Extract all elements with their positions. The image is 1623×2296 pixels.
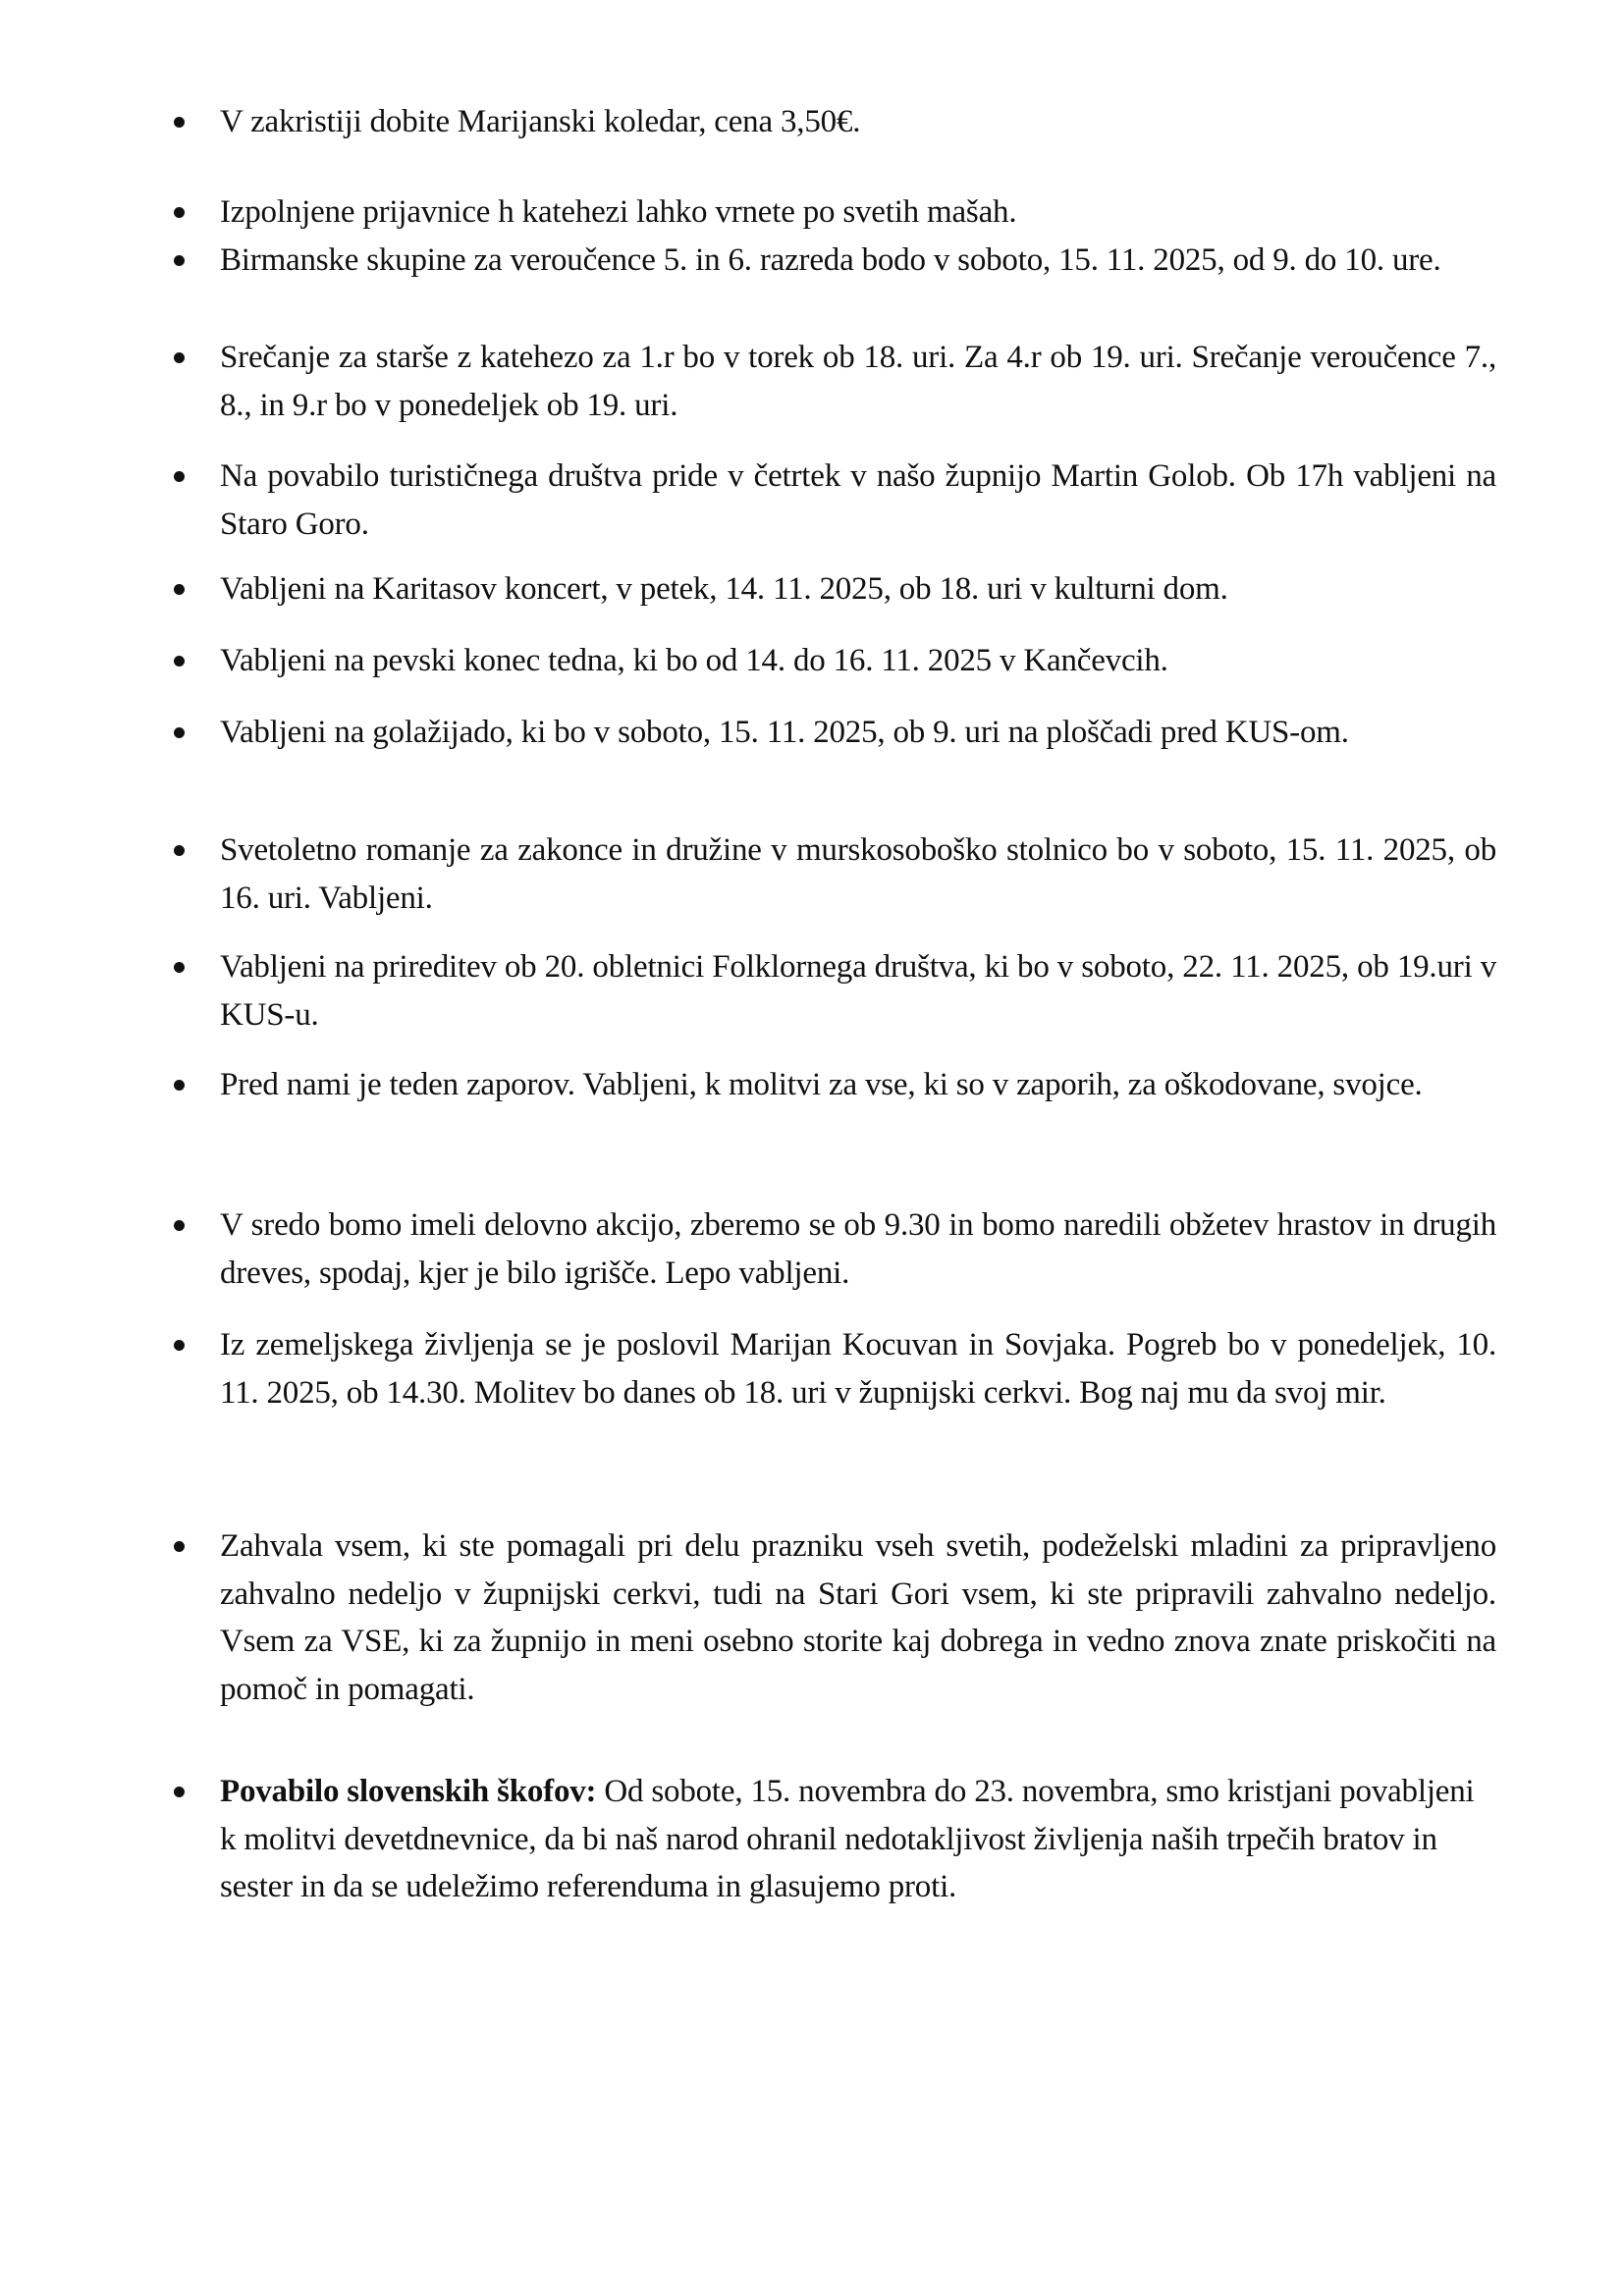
bullet-icon xyxy=(174,962,185,973)
bullet-icon xyxy=(174,1080,185,1091)
announcement-text: Pred nami je teden zaporov. Vabljeni, k molitvi za vse, ki so v zaporih, za oškodovane, svojce. xyxy=(220,1067,1423,1102)
announcement-item xyxy=(220,709,1496,757)
bullet-icon xyxy=(174,471,185,482)
announcement-text: Vabljeni na golažijado, ki bo v soboto, 15. 11. 2025, ob 9. uri na ploščadi pred KUS-om. xyxy=(220,715,1349,750)
announcement-text: Vabljeni na Karitasov koncert, v petek, 14. 11. 2025, ob 18. uri v kulturni dom. xyxy=(220,571,1228,607)
announcement-item xyxy=(220,188,1496,237)
announcement-item xyxy=(220,1522,1496,1713)
announcement-text: Izpolnjene prijavnice h katehezi lahko vrnete po svetih mašah. xyxy=(220,194,1017,230)
announcement-item xyxy=(220,827,1496,922)
announcement-item xyxy=(220,1201,1496,1297)
announcement-text: Od sobote, 15. novembra do 23. novembra, smo kristjani povabljeni k molitvi devetdnevnice, da bi naš narod ohranil nedotakljivost življenja naših trpečih bratov in sester in da se udeležimo referenduma in glasujemo proti. xyxy=(220,1774,1475,1904)
announcement-text: Zahvala vsem, ki ste pomagali pri delu prazniku vseh svetih, podeželski mladini za pripravljeno zahvalno nedeljo v župnijski cerkvi, tudi na Stari Gori vsem, ki ste pripravili zahvalno nedeljo. Vsem za VSE, ki za župnijo in meni osebno storite kaj dobrega in vedno znova znate priskočiti na pomoč in pomagati. xyxy=(220,1528,1496,1707)
announcement-text: Svetoletno romanje za zakonce in družine v murskosoboško stolnico bo v soboto, 15. 11. 2025, ob 16. uri. Vabljeni. xyxy=(220,832,1496,916)
bullet-icon xyxy=(174,727,185,738)
announcement-text: V sredo bomo imeli delovno akcijo, zberemo se ob 9.30 in bomo naredili obžetev hrastov in drugih dreves, spodaj, kjer je bilo igrišče. Lepo vabljeni. xyxy=(220,1207,1496,1291)
announcement-item xyxy=(220,237,1496,285)
announcement-item xyxy=(220,98,1496,146)
announcement-text: Vabljeni na pevski konec tedna, ki bo od 14. do 16. 11. 2025 v Kančevcih. xyxy=(220,643,1168,678)
bullet-icon xyxy=(174,255,185,266)
bullet-icon xyxy=(174,1220,185,1231)
bullet-icon xyxy=(174,117,185,128)
bullet-icon xyxy=(174,1541,185,1552)
announcement-item xyxy=(220,637,1496,685)
bullet-icon xyxy=(174,1787,185,1797)
bullet-icon xyxy=(174,207,185,218)
bullet-icon xyxy=(174,656,185,667)
announcement-item xyxy=(220,1061,1496,1109)
announcement-item xyxy=(220,453,1496,548)
announcement-item xyxy=(220,334,1496,429)
bullet-icon xyxy=(174,352,185,363)
bullet-icon xyxy=(174,845,185,856)
announcement-item xyxy=(220,565,1496,614)
announcement-text: Iz zemeljskega življenja se je poslovil Marijan Kocuvan in Sovjaka. Pogreb bo v ponedeljek, 10. 11. 2025, ob 14.30. Molitev bo danes ob 18. uri v župnijski cerkvi. Bog naj mu da svoj mir. xyxy=(220,1327,1496,1411)
announcement-item xyxy=(220,1321,1496,1416)
announcement-text: Vabljeni na prireditev ob 20. obletnici Folklornega društva, ki bo v soboto, 22. 11. 2025, ob 19.uri v KUS-u. xyxy=(220,949,1496,1033)
announcement-lead: Povabilo slovenskih škofov: xyxy=(220,1774,597,1809)
announcement-text: Srečanje za starše z katehezo za 1.r bo v torek ob 18. uri. Za 4.r ob 19. uri. Srečanje veroučence 7., 8., in 9.r bo v ponedeljek ob 19. uri. xyxy=(220,340,1496,423)
bullet-icon xyxy=(174,584,185,595)
announcement-text: Na povabilo turističnega društva pride v četrtek v našo župnijo Martin Golob. Ob 17h vabljeni na Staro Goro. xyxy=(220,458,1496,542)
announcement-text: V zakristiji dobite Marijanski koledar, cena 3,50€. xyxy=(220,104,861,139)
announcement-item xyxy=(220,943,1496,1039)
announcement-item-bishops-invitation xyxy=(220,1768,1496,1911)
announcement-text: Birmanske skupine za veroučence 5. in 6. razreda bodo v soboto, 15. 11. 2025, od 9. do 10. ure. xyxy=(220,242,1441,278)
bullet-icon xyxy=(174,1340,185,1351)
